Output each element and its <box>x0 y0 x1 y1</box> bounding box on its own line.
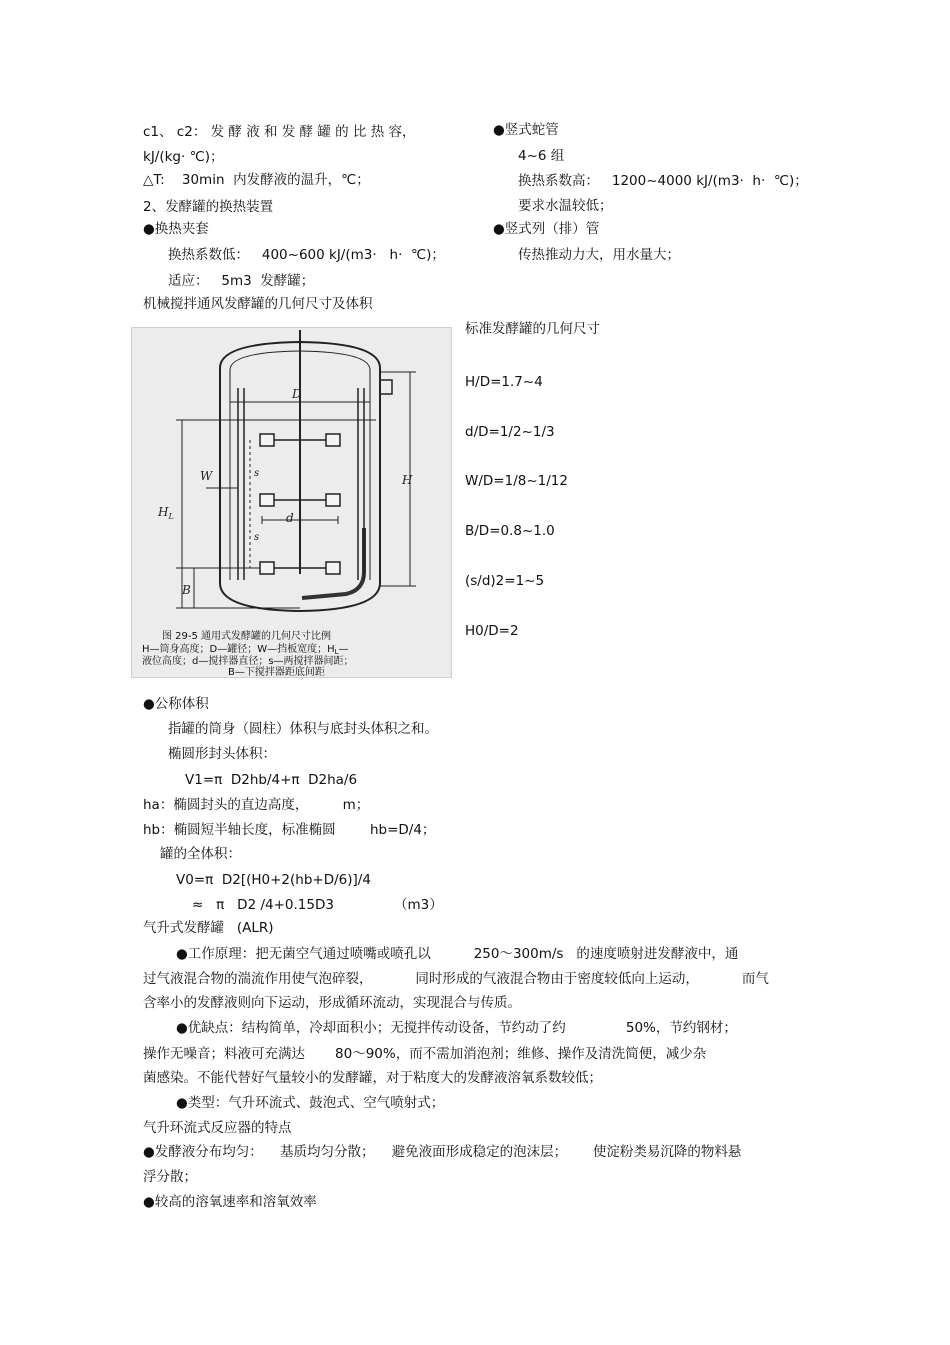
ratios-title: 标准发酵罐的几何尺寸 <box>465 321 600 337</box>
paragraph-line: 菌感染。不能代替好气量较小的发酵罐，对于粘度大的发酵液溶氧系数较低； <box>143 1070 602 1086</box>
text-line: 要求水温较低； <box>518 198 613 214</box>
ratio-item: (s/d)2=1~5 <box>465 573 545 589</box>
section-heading: 气升环流式反应器的特点 <box>143 1120 292 1136</box>
text-line: c1、 c2： 发 酵 液 和 发 酵 罐 的 比 热 容， <box>143 124 416 140</box>
paragraph-line: ●类型：气升环流式、鼓泡式、空气喷射式； <box>176 1095 445 1111</box>
impeller-blade <box>326 434 340 446</box>
label-s: s <box>254 468 260 479</box>
text-line: hb：椭圆短半轴长度，标准椭圆 hb=D/4； <box>143 822 436 838</box>
text-line: 4~6 组 <box>518 148 565 164</box>
paragraph-line: 过气液混合物的湍流作用使气泡碎裂， 同时形成的气液混合物由于密度较低向上运动， 而气 <box>143 971 769 987</box>
bullet-heading: ●竖式蛇管 <box>493 122 559 138</box>
paragraph-line: ●优缺点：结构简单，冷却面积小；无搅拌传动设备，节约动了约 50%，节约钢材； <box>176 1020 737 1036</box>
impeller-blade <box>260 494 274 506</box>
impeller-blade <box>326 494 340 506</box>
label-D: D <box>292 387 302 401</box>
formula: V1=π D2hb/4+π D2ha/6 <box>185 772 358 788</box>
bullet-heading: ●换热夹套 <box>143 221 209 237</box>
text-line: 适应： 5m3 发酵罐； <box>168 273 315 289</box>
figure-caption-line: B—下搅拌器距底间距 <box>228 667 325 677</box>
text-line: kJ/(kg· ℃)； <box>143 149 224 165</box>
formula: ≈ π D2 /4+0.15D3 （m3） <box>192 897 443 913</box>
section-heading: 气升式发酵罐 (ALR) <box>143 920 274 936</box>
ratio-item: H0/D=2 <box>465 623 519 639</box>
bullet-heading: ●较高的溶氧速率和溶氧效率 <box>143 1194 317 1210</box>
formula: V0=π D2[(H0+2(hb+D/6)]/4 <box>176 872 371 888</box>
paragraph-line: ●发酵液分布均匀： 基质均匀分散； 避免液面形成稳定的泡沫层； 使淀粉类易沉降的物料悬 <box>143 1144 742 1160</box>
text-line: △T: 30min 内发酵液的温升，℃； <box>143 172 370 188</box>
paragraph-line: ●工作原理：把无菌空气通过喷嘴或喷孔以 250～300m/s 的速度喷射进发酵液中，通 <box>176 946 739 962</box>
impeller-blade <box>260 562 274 574</box>
impeller-blade <box>326 562 340 574</box>
ratio-item: B/D=0.8~1.0 <box>465 523 555 539</box>
text-line: 罐的全体积： <box>160 846 241 862</box>
ratio-item: H/D=1.7~4 <box>465 374 543 390</box>
section-heading: 2、发酵罐的换热装置 <box>143 199 274 215</box>
text-line: 传热推动力大，用水量大； <box>518 247 680 263</box>
figure-caption-line: H—筒身高度；D—罐径；W—挡板宽度；$H_L—$ <box>142 644 349 656</box>
paragraph-line: 含率小的发酵液则向下运动，形成循环流动，实现混合与传质。 <box>143 995 521 1011</box>
figure-caption-title: 图 29-5 通用式发酵罐的几何尺寸比例 <box>162 631 332 642</box>
impeller-blade <box>260 434 274 446</box>
label-B: B <box>182 583 191 597</box>
text-line: 指罐的筒身（圆柱）体积与底封头体积之和。 <box>168 721 438 737</box>
bullet-heading: ●竖式列（排）管 <box>493 221 600 237</box>
text-line: 换热系数高： 1200~4000 kJ/(m3· h· ℃)； <box>518 173 808 189</box>
paragraph-line: 操作无噪音；料液可充满达 80～90%，而不需加消泡剂；维修、操作及清洗简便，减少杂 <box>143 1046 707 1062</box>
label-H: H <box>402 473 413 487</box>
ratio-item: d/D=1/2~1/3 <box>465 424 555 440</box>
label-s: s <box>254 532 260 543</box>
label-HL: $H_L$ <box>158 505 174 521</box>
figure-caption-line: 液位高度；d—搅拌器直径；s—两搅拌器间距； <box>142 656 354 667</box>
paragraph-line: 浮分散； <box>143 1169 197 1185</box>
bullet-heading: ●公称体积 <box>143 696 209 712</box>
text-line: ha：椭圆封头的直边高度， m； <box>143 797 370 813</box>
text-line: 换热系数低： 400~600 kJ/(m3· h· ℃)； <box>168 247 445 263</box>
section-heading: 机械搅拌通风发酵罐的几何尺寸及体积 <box>143 296 373 312</box>
label-W: W <box>200 469 213 483</box>
text-line: 椭圆形封头体积： <box>168 746 276 762</box>
fermenter-diagram <box>131 327 452 678</box>
ratio-item: W/D=1/8~1/12 <box>465 473 568 489</box>
label-d: d <box>286 511 294 525</box>
